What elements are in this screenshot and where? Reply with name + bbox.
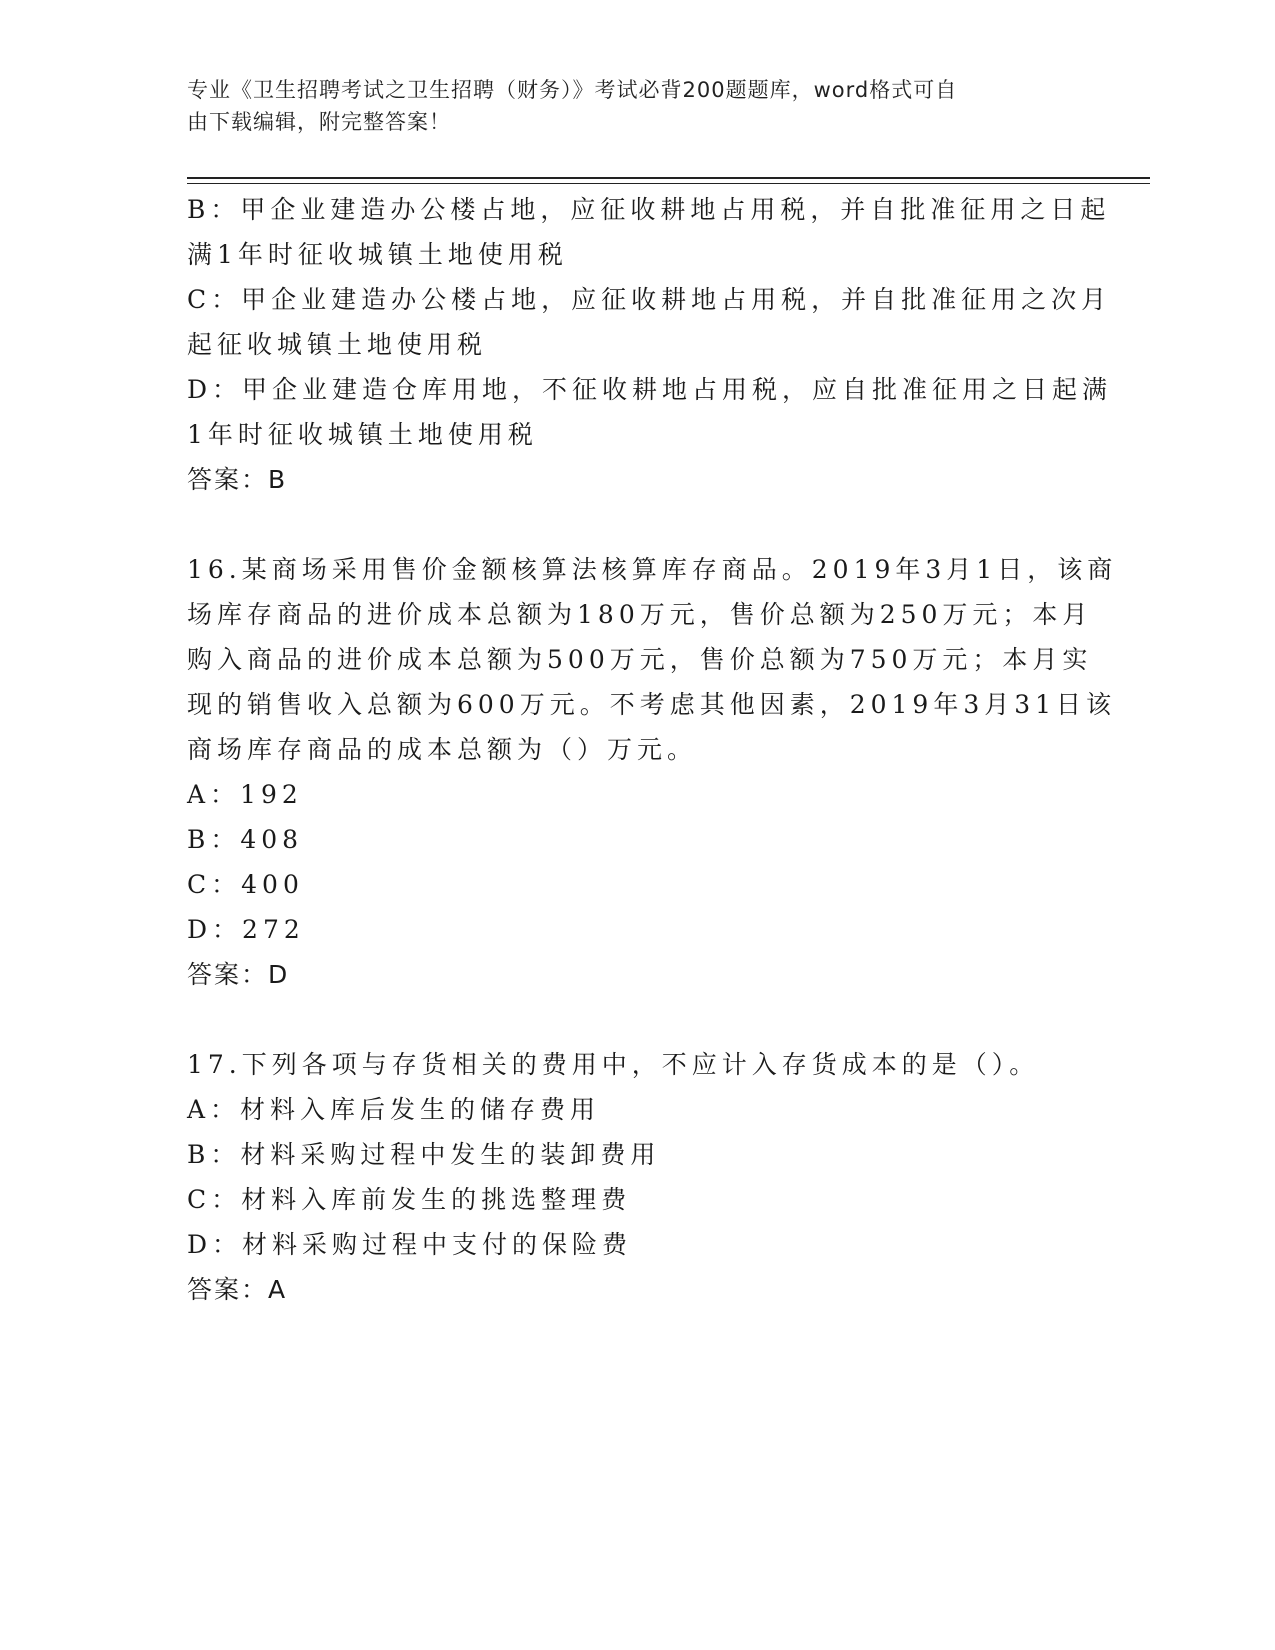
q16-option-c: C：400: [187, 870, 304, 899]
q16-stem-line-1: 16.某商场采用售价金额核算法核算库存商品。2019年3月1日，该商: [187, 555, 1118, 584]
q16-stem-line-5: 商场库存商品的成本总额为（）万元。: [187, 735, 698, 764]
q15-answer: 答案：B: [187, 465, 288, 494]
header-line-2: 由下载编辑，附完整答案！: [187, 110, 451, 134]
q17-stem: 17.下列各项与存货相关的费用中，不应计入存货成本的是（）。: [187, 1050, 1040, 1079]
q17-answer: 答案：A: [187, 1275, 288, 1304]
q16-option-a: A：192: [187, 780, 303, 809]
q17-option-d: D：材料采购过程中支付的保险费: [187, 1230, 633, 1259]
q16-option-b: B：408: [187, 825, 304, 854]
q15-option-c-line-1: C：甲企业建造办公楼占地，应征收耕地占用税，并自批准征用之次月: [187, 285, 1112, 314]
q15-option-d-line-2: 1年时征收城镇土地使用税: [187, 420, 538, 449]
q15-option-d-line-1: D：甲企业建造仓库用地，不征收耕地占用税，应自批准征用之日起满: [187, 375, 1113, 404]
q16-answer: 答案：D: [187, 960, 290, 989]
header-line-1: 专业《卫生招聘考试之卫生招聘（财务）》考试必背200题题库，word格式可自: [187, 78, 958, 102]
document-header: [187, 74, 1067, 138]
q15-option-c-line-2: 起征收城镇土地使用税: [187, 330, 488, 359]
q17-option-b: B：材料采购过程中发生的装卸费用: [187, 1140, 661, 1169]
header-divider-thin: [187, 183, 1150, 184]
q17-option-a: A：材料入库后发生的储存费用: [187, 1095, 601, 1124]
q16-stem-line-4: 现的销售收入总额为600万元。不考虑其他因素，2019年3月31日该: [187, 690, 1117, 719]
q17-option-c: C：材料入库前发生的挑选整理费: [187, 1185, 632, 1214]
q15-option-b-line-2: 满1年时征收城镇土地使用税: [187, 240, 568, 269]
q16-stem-line-3: 购入商品的进价成本总额为500万元，售价总额为750万元；本月实: [187, 645, 1093, 674]
q16-stem-line-2: 场库存商品的进价成本总额为180万元，售价总额为250万元；本月: [187, 600, 1093, 629]
q15-option-b-line-1: B：甲企业建造办公楼占地，应征收耕地占用税，并自批准征用之日起: [187, 195, 1111, 224]
q16-option-d: D：272: [187, 915, 305, 944]
header-divider-thick: [187, 177, 1150, 179]
